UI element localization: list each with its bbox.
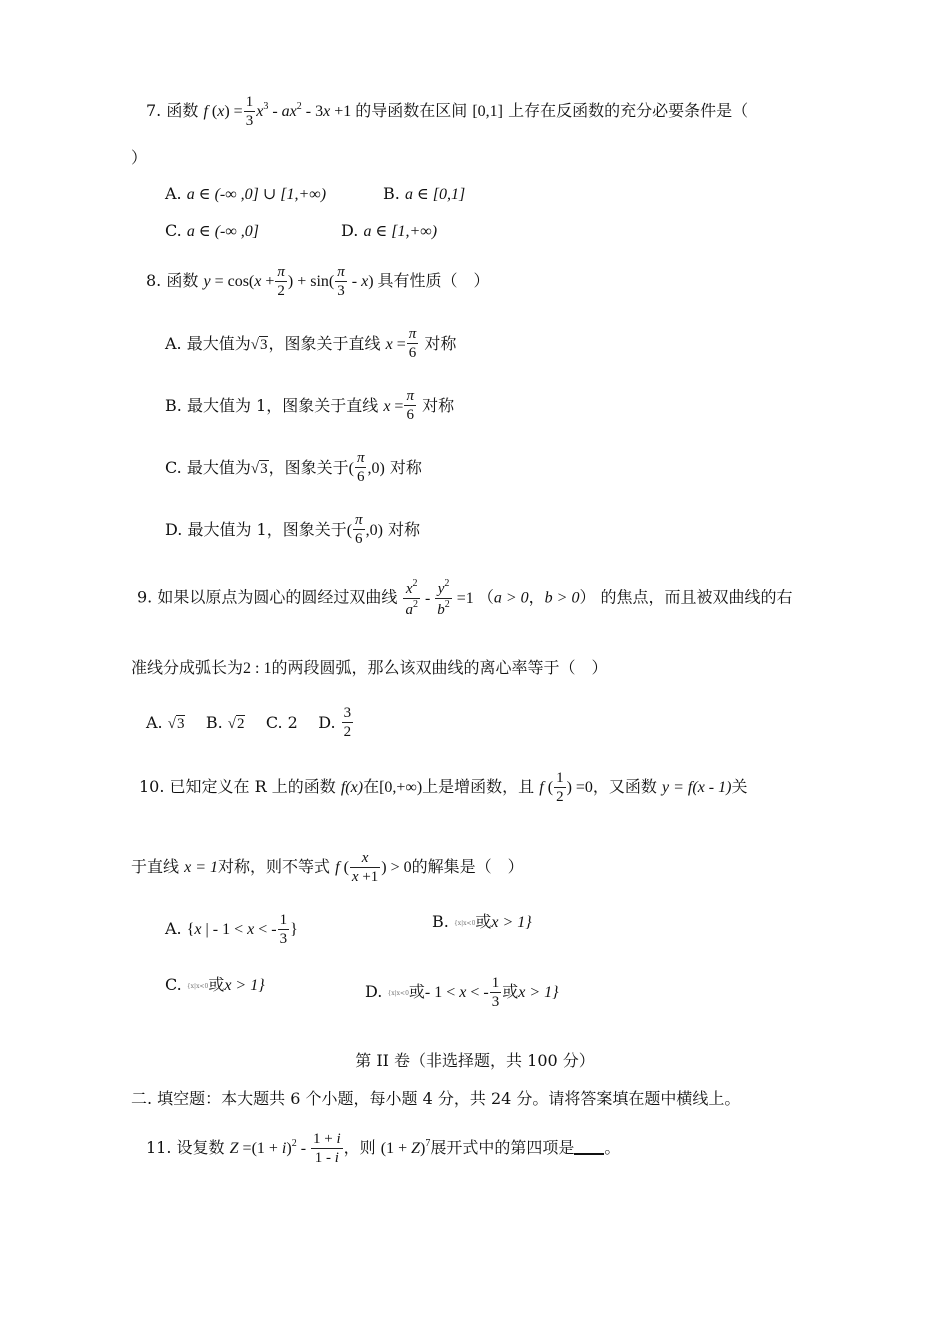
section2-title: 第 II 卷（非选择题，共 100 分）	[355, 1051, 595, 1070]
q7-stem-middle: 的导函数在区间	[355, 101, 468, 121]
q7-option-d-value: a ∈ [1,+∞)	[363, 223, 438, 240]
q11-stem: 11. 设复数 $Z =(1 + i)^2$ - $\frac{1 + i}{1 - i}$ ，则 $(1 + Z)^7$展开式中的第四项是 。	[146, 1131, 621, 1167]
q8-stem-suffix: 具有性质（ ）	[377, 271, 490, 291]
q10-option-b: B. {x|x<0或x > 1}	[432, 912, 532, 931]
answer-blank[interactable]	[574, 1139, 604, 1155]
q7-option-b: B. a ∈ [0,1]	[383, 184, 466, 203]
q9-cond-a: a > 0	[493, 589, 529, 607]
q10-stem: 10. 已知定义在 R 上的函数 f(x)在[0,+∞)上是增函数，且 f ( $\frac{1}{2}$ ) =0，又函数 y = f(x - 1)关	[139, 770, 748, 806]
q10-ineq: f ( $\frac{x}{x +1}$ ) > 0	[335, 850, 412, 886]
sqrt-3: √3	[250, 337, 268, 353]
q9-ratio: 2 : 1	[243, 660, 272, 677]
q8-option-b: B. 最大值为 1，图象关于直线 x = $\frac{\pi}{6}$ 对称	[165, 388, 455, 424]
q8-option-c: C. 最大值为√3，图象关于( $\frac{\pi}{6}$ ,0) 对称	[165, 450, 422, 486]
q10-line: x = 1	[184, 859, 219, 877]
q7-option-a-value: a ∈ (-∞ ,0] ∪ [1,+∞)	[186, 186, 327, 203]
q8-option-d: D. 最大值为 1，图象关于( $\frac{\pi}{6}$ ,0) 对称	[165, 512, 420, 548]
q10-option-c: C. {x|x<0或x > 1}	[165, 975, 265, 994]
q8-formula: y = cos(x + $\frac{\pi}{2}$ ) + sin( $\frac{\pi}{3}$ - x)	[203, 264, 378, 300]
q8-option-a: A. 最大值为√3，图象关于直线 x = $\frac{\pi}{6}$ 对称	[165, 326, 457, 362]
q9-stem: 9. 如果以原点为圆心的圆经过双曲线 $\frac{x^2}{a^2}$ - $\frac{y^2}{b^2}$ =1 （a > 0，b > 0） 的焦点，而且被双曲线的右	[137, 578, 793, 619]
q10-option-a: A. {x | - 1 < x < - $\frac{1}{3}$ }	[165, 912, 298, 948]
q10-cond: f ( $\frac{1}{2}$ ) =0	[539, 770, 593, 806]
q11-expr: $(1 + Z)^7$	[380, 1138, 431, 1158]
q9-stem-prefix: 9. 如果以原点为圆心的圆经过双曲线	[137, 587, 398, 607]
q7-stem-tail: ）	[131, 148, 148, 167]
q10-stem-line2: 于直线 x = 1对称，则不等式 f ( $\frac{x}{x +1}$ ) > 0的解集是（ ）	[131, 850, 524, 886]
q8-stem	[146, 264, 490, 301]
q8-stem-prefix: 8. 函数	[146, 271, 199, 291]
q10-fx: f(x)	[340, 779, 364, 797]
q7-interval: [0,1]	[472, 103, 503, 121]
q7-option-d: D. a ∈ [1,+∞)	[341, 221, 438, 240]
q9-options: A. √3 B. √2 C. 2 D. $\frac{3}{2}$	[146, 705, 352, 741]
q7-option-c: C. a ∈ (-∞ ,0]	[165, 221, 259, 240]
q9-stem-line2: 准线分成弧长为2 : 1的两段圆弧，那么该双曲线的离心率等于（ ）	[131, 658, 608, 677]
q9-stem-suffix: 的焦点，而且被双曲线的右	[600, 587, 793, 607]
q10-shift: y = f(x - 1)	[662, 779, 732, 797]
q7-option-c-value: a ∈ (-∞ ,0]	[186, 223, 259, 240]
q7-stem	[146, 94, 748, 131]
section2-instruction: 二. 填空题：本大题共 6 个小题，每小题 4 分，共 24 分。请将答案填在题中横线上。	[131, 1089, 741, 1108]
q7-formula: f (x) = $\frac{1}{3}$ $x^3 - ax^2 - 3x +1$	[203, 94, 356, 130]
q7-option-b-value: a ∈ [0,1]	[404, 186, 466, 203]
q7-option-a: A. a ∈ (-∞ ,0] ∪ [1,+∞)	[165, 184, 327, 203]
q9-formula: $\frac{x^2}{a^2}$ - $\frac{y^2}{b^2}$ =1	[405, 578, 478, 619]
q7-stem-prefix: 7. 函数	[146, 101, 199, 121]
q10-option-d: D. {x|x<0或- 1 < x < - $\frac{1}{3}$ 或x > 1}	[365, 975, 559, 1011]
q10-interval: [0,+∞)	[379, 779, 423, 797]
q9-cond-b: b > 0	[544, 589, 580, 607]
q11-formula: $Z =(1 + i)^2$ - $\frac{1 + i}{1 - i}$	[229, 1131, 341, 1167]
q7-stem-suffix: 上存在反函数的充分必要条件是（	[508, 101, 749, 121]
